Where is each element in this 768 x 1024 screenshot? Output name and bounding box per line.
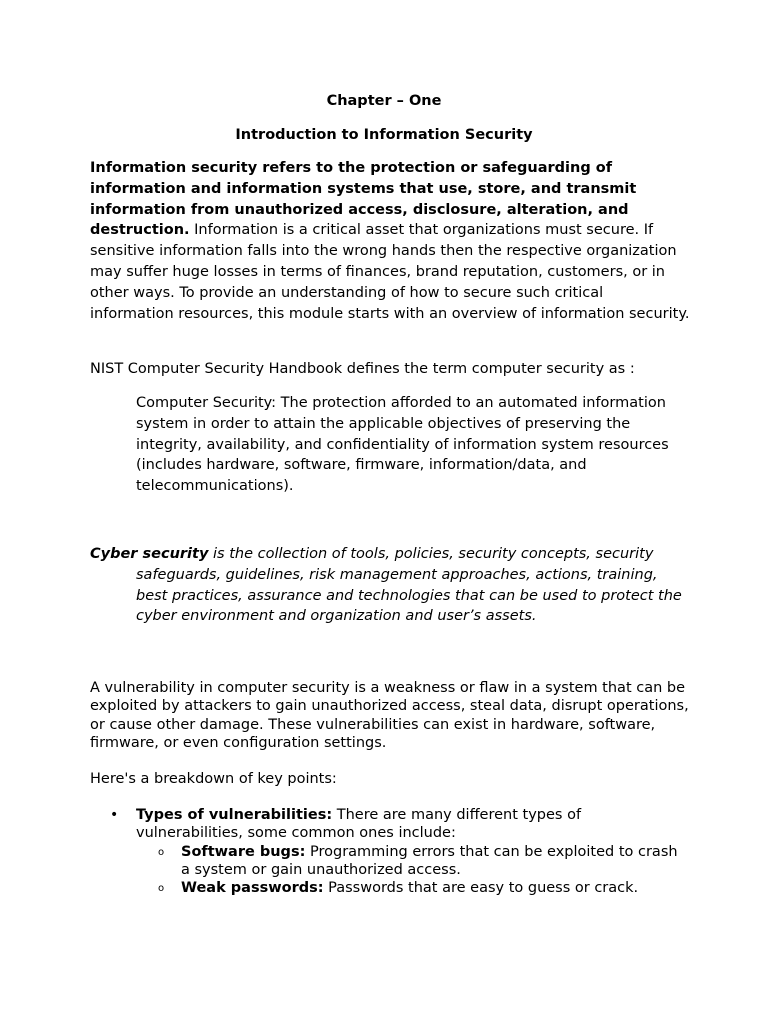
breakdown-intro: Here's a breakdown of key points: bbox=[90, 771, 337, 787]
circle-bullet-icon: o bbox=[158, 846, 165, 858]
circle-bullet-icon: o bbox=[158, 883, 165, 895]
nist-definition-quote: Computer Security: The protection afforded to an automated information system in order to attain the applicable objectives of preserving the integrity, availability, and confidentiality of information system resources (includes hardware, software, firmware, information/data, and telecommunications). bbox=[136, 395, 669, 495]
list-item bbox=[136, 843, 690, 880]
list-item-label: Weak passwords: bbox=[181, 880, 324, 897]
bullet-icon: • bbox=[110, 807, 119, 823]
intro-bold-definition: Information security refers to the protection or safeguarding of information and information systems that use, store, and transmit information from unauthorized access, disclosure, alteration, and destruction. bbox=[90, 160, 637, 239]
intro-paragraph bbox=[90, 158, 690, 324]
list-item bbox=[90, 806, 690, 897]
key-points-list bbox=[90, 806, 690, 897]
list-item-label: Types of vulnerabilities: bbox=[136, 807, 333, 823]
list-item-text: Programming errors that can be exploited to crash a system or gain unauthorized access. bbox=[181, 843, 678, 878]
list-item-text: Passwords that are easy to guess or crack. bbox=[323, 880, 639, 897]
list-item-text: There are many different types of vulnerabilities, some common ones include: bbox=[136, 807, 582, 842]
list-item bbox=[136, 879, 690, 897]
cyber-security-text: is the collection of tools, policies, security concepts, security safeguards, guidelines, risk management approaches, actions, training, best practices, assurance and technologies that can be used to protect the cyber environment and organization and user’s assets. bbox=[136, 546, 682, 625]
nist-lead-paragraph: NIST Computer Security Handbook defines the term computer security as : bbox=[90, 361, 635, 377]
intro-body-text: Information is a critical asset that organizations must secure. If sensitive information falls into the wrong hands then the respective organization may suffer huge losses in terms of finances, brand reputation, customers, or in other ways. To provide an understanding of how to secure such critical information resources, this module starts with an overview of information security. bbox=[90, 222, 690, 322]
chapter-title: Introduction to Information Security bbox=[235, 127, 533, 143]
chapter-heading: Chapter – One bbox=[326, 93, 442, 109]
vulnerability-types-sublist bbox=[136, 843, 690, 898]
vulnerability-paragraph: A vulnerability in computer security is a weakness or flaw in a system that can be exploited by attackers to gain unauthorized access, steal data, disrupt operations, or cause other damage. These vulnerabilities can exist in hardware, software, firmware, or even configuration settings. bbox=[90, 680, 689, 751]
cyber-security-term: Cyber security bbox=[90, 546, 209, 562]
list-item-label: Software bugs: bbox=[181, 843, 306, 860]
cyber-security-definition bbox=[90, 544, 690, 627]
